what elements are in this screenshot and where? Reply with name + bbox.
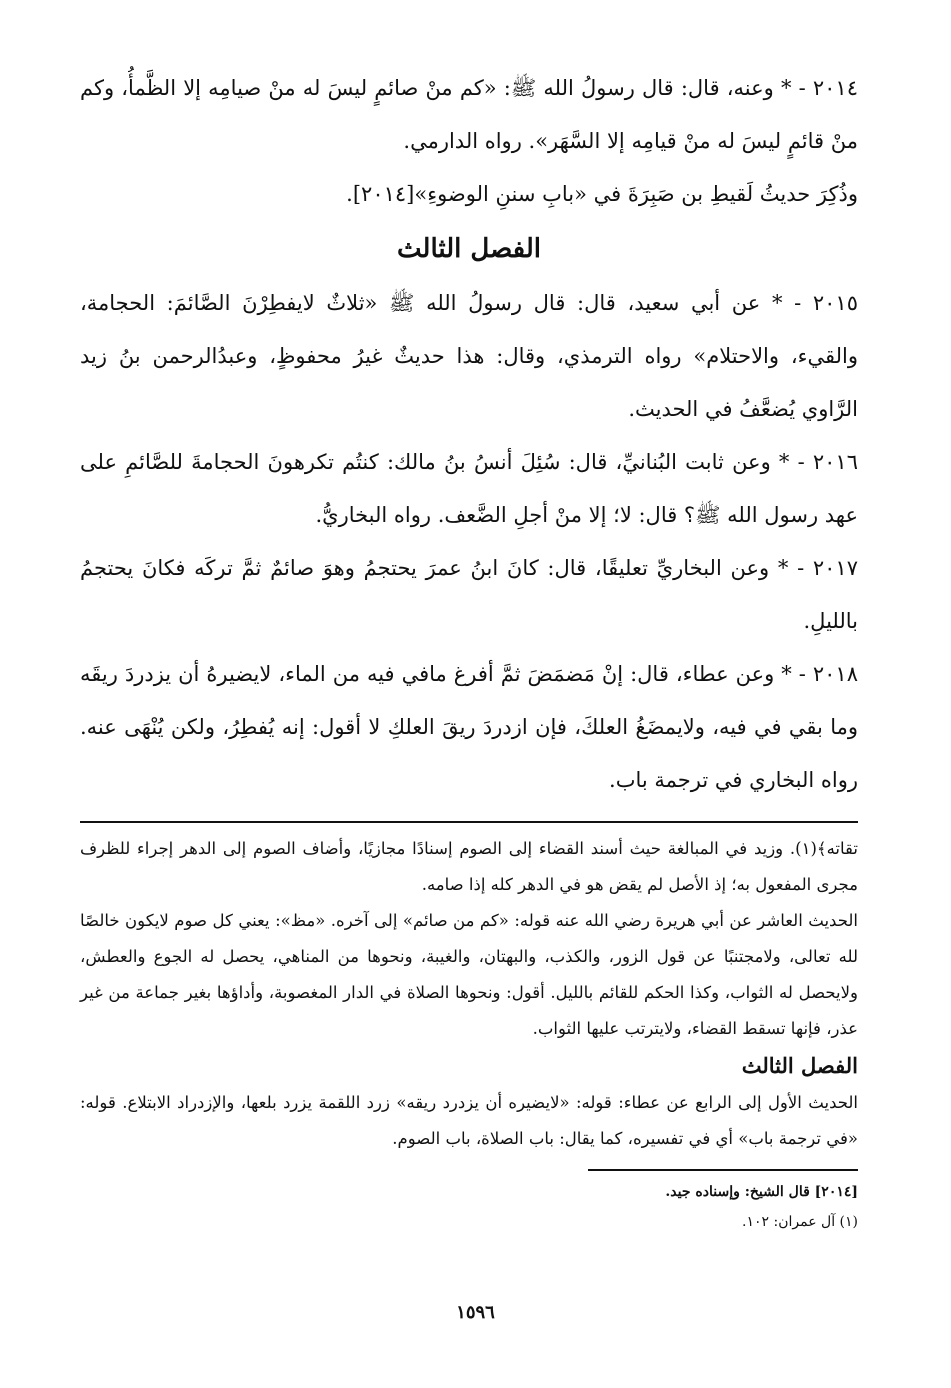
hadith-2018: ٢٠١٨ - * وعن عطاء، قال: إنْ مَضمَضَ ثمَّ أفرغ مافي فيه من الماء، لايضيرهُ أن يزدردَ ريقَه وما بقي في فيه، ولايمضَغُ العلكَ، فإن ازدردَ ريقَ العلكِ لا أقول: إنه يُفطِرُ، ولكن يُنْهَى عنه. رواه البخاري في ترجمة باب. <box>80 662 858 792</box>
hadith-2016: ٢٠١٦ - * وعن ثابت البُنانيِّ، قال: سُئِلَ أنسُ بنُ مالك: كنتُم تكرهونَ الحجامةَ للصَّائمِ على عهد رسول الله ﷺ؟ قال: لا؛ إلا منْ أجلِ الضَّعف. رواه البخاريُّ. <box>80 450 858 527</box>
commentary-divider <box>80 821 858 823</box>
footnote-divider <box>588 1169 858 1171</box>
commentary-paragraph: تقاته﴾(١). وزيد في المبالغة حيث أسند القضاء إلى الصوم إسنادًا مجازيًا، وأضاف الصوم إلى الدهر إجراء للظرف مجرى المفعول به؛ إذ الأصل لم يقض هو في الدهر كله إذا صامه. <box>80 839 858 894</box>
cross-reference-note: وذُكِرَ حديثُ لَقيطِ بن صَبِرَةَ في «بابِ سننِ الوضوءِ»[٢٠١٤]. <box>346 182 858 206</box>
reference-footnote: (١) آل عمران: ١٠٢. <box>742 1214 858 1230</box>
commentary-text <box>80 831 858 1157</box>
hadith-text <box>80 62 858 807</box>
footnotes <box>80 1177 858 1237</box>
section-heading-main: الفصل الثالث <box>397 234 541 264</box>
page-number: ١٥٩٦ <box>456 1302 495 1323</box>
commentary-paragraph: الحديث الأول إلى الرابع عن عطاء: قوله: «لايضيره أن يزدرد ريقه» زرد اللقمة يزرد بلعها، والإزدراد الابتلاع. قوله: «في ترجمة باب» أي في تفسيره، كما يقال: باب الصلاة، باب الصوم. <box>80 1093 858 1148</box>
section-heading-commentary: الفصل الثالث <box>741 1053 858 1078</box>
hadith-2014: ٢٠١٤ - * وعنه، قال: قال رسولُ الله ﷺ: «كم منْ صائمٍ ليسَ له منْ صيامِه إلا الظَّمأُ، وكم منْ قائمٍ ليسَ له منْ قيامِه إلا السَّهَر». رواه الدارمي. <box>80 76 858 153</box>
hadith-2015: ٢٠١٥ - * عن أبي سعيد، قال: قال رسولُ الله ﷺ «ثلاثٌ لايفطِرْنَ الصَّائمَ: الحجامة، والقيء، والاحتلام» رواه الترمذي، وقال: هذا حديثٌ غيرُ محفوظٍ، وعبدُالرحمن بنُ زيد الرَّاوي يُضعَّفُ في الحديث. <box>80 291 858 421</box>
verification-footnote: [٢٠١٤] قال الشيخ: وإسناده جيد. <box>665 1184 858 1200</box>
page-content <box>80 62 858 1237</box>
hadith-2017: ٢٠١٧ - * وعن البخاريِّ تعليقًا، قال: كانَ ابنُ عمرَ يحتجمُ وهوَ صائمٌ ثمَّ تركَه فكانَ يحتجمُ بالليلِ. <box>80 556 858 633</box>
commentary-paragraph: الحديث العاشر عن أبي هريرة رضي الله عنه قوله: «كم من صائم» إلى آخره. «مظ»: يعني كل صوم لايكون خالصًا لله تعالى، ولامجتنبًا عن قول الزور، والكذب، والبهتان، والغيبة، ونحوها من المناهي، يحصل له الجوع والعطش، ولايحصل له الثواب، وكذا الحكم للقائم بالليل. أقول: ونحوها الصلاة في الدار المغصوبة، وأداؤها بغير جماعة من غير عذر، فإنها تسقط القضاء، ولايترتب عليها الثواب. <box>80 911 858 1038</box>
